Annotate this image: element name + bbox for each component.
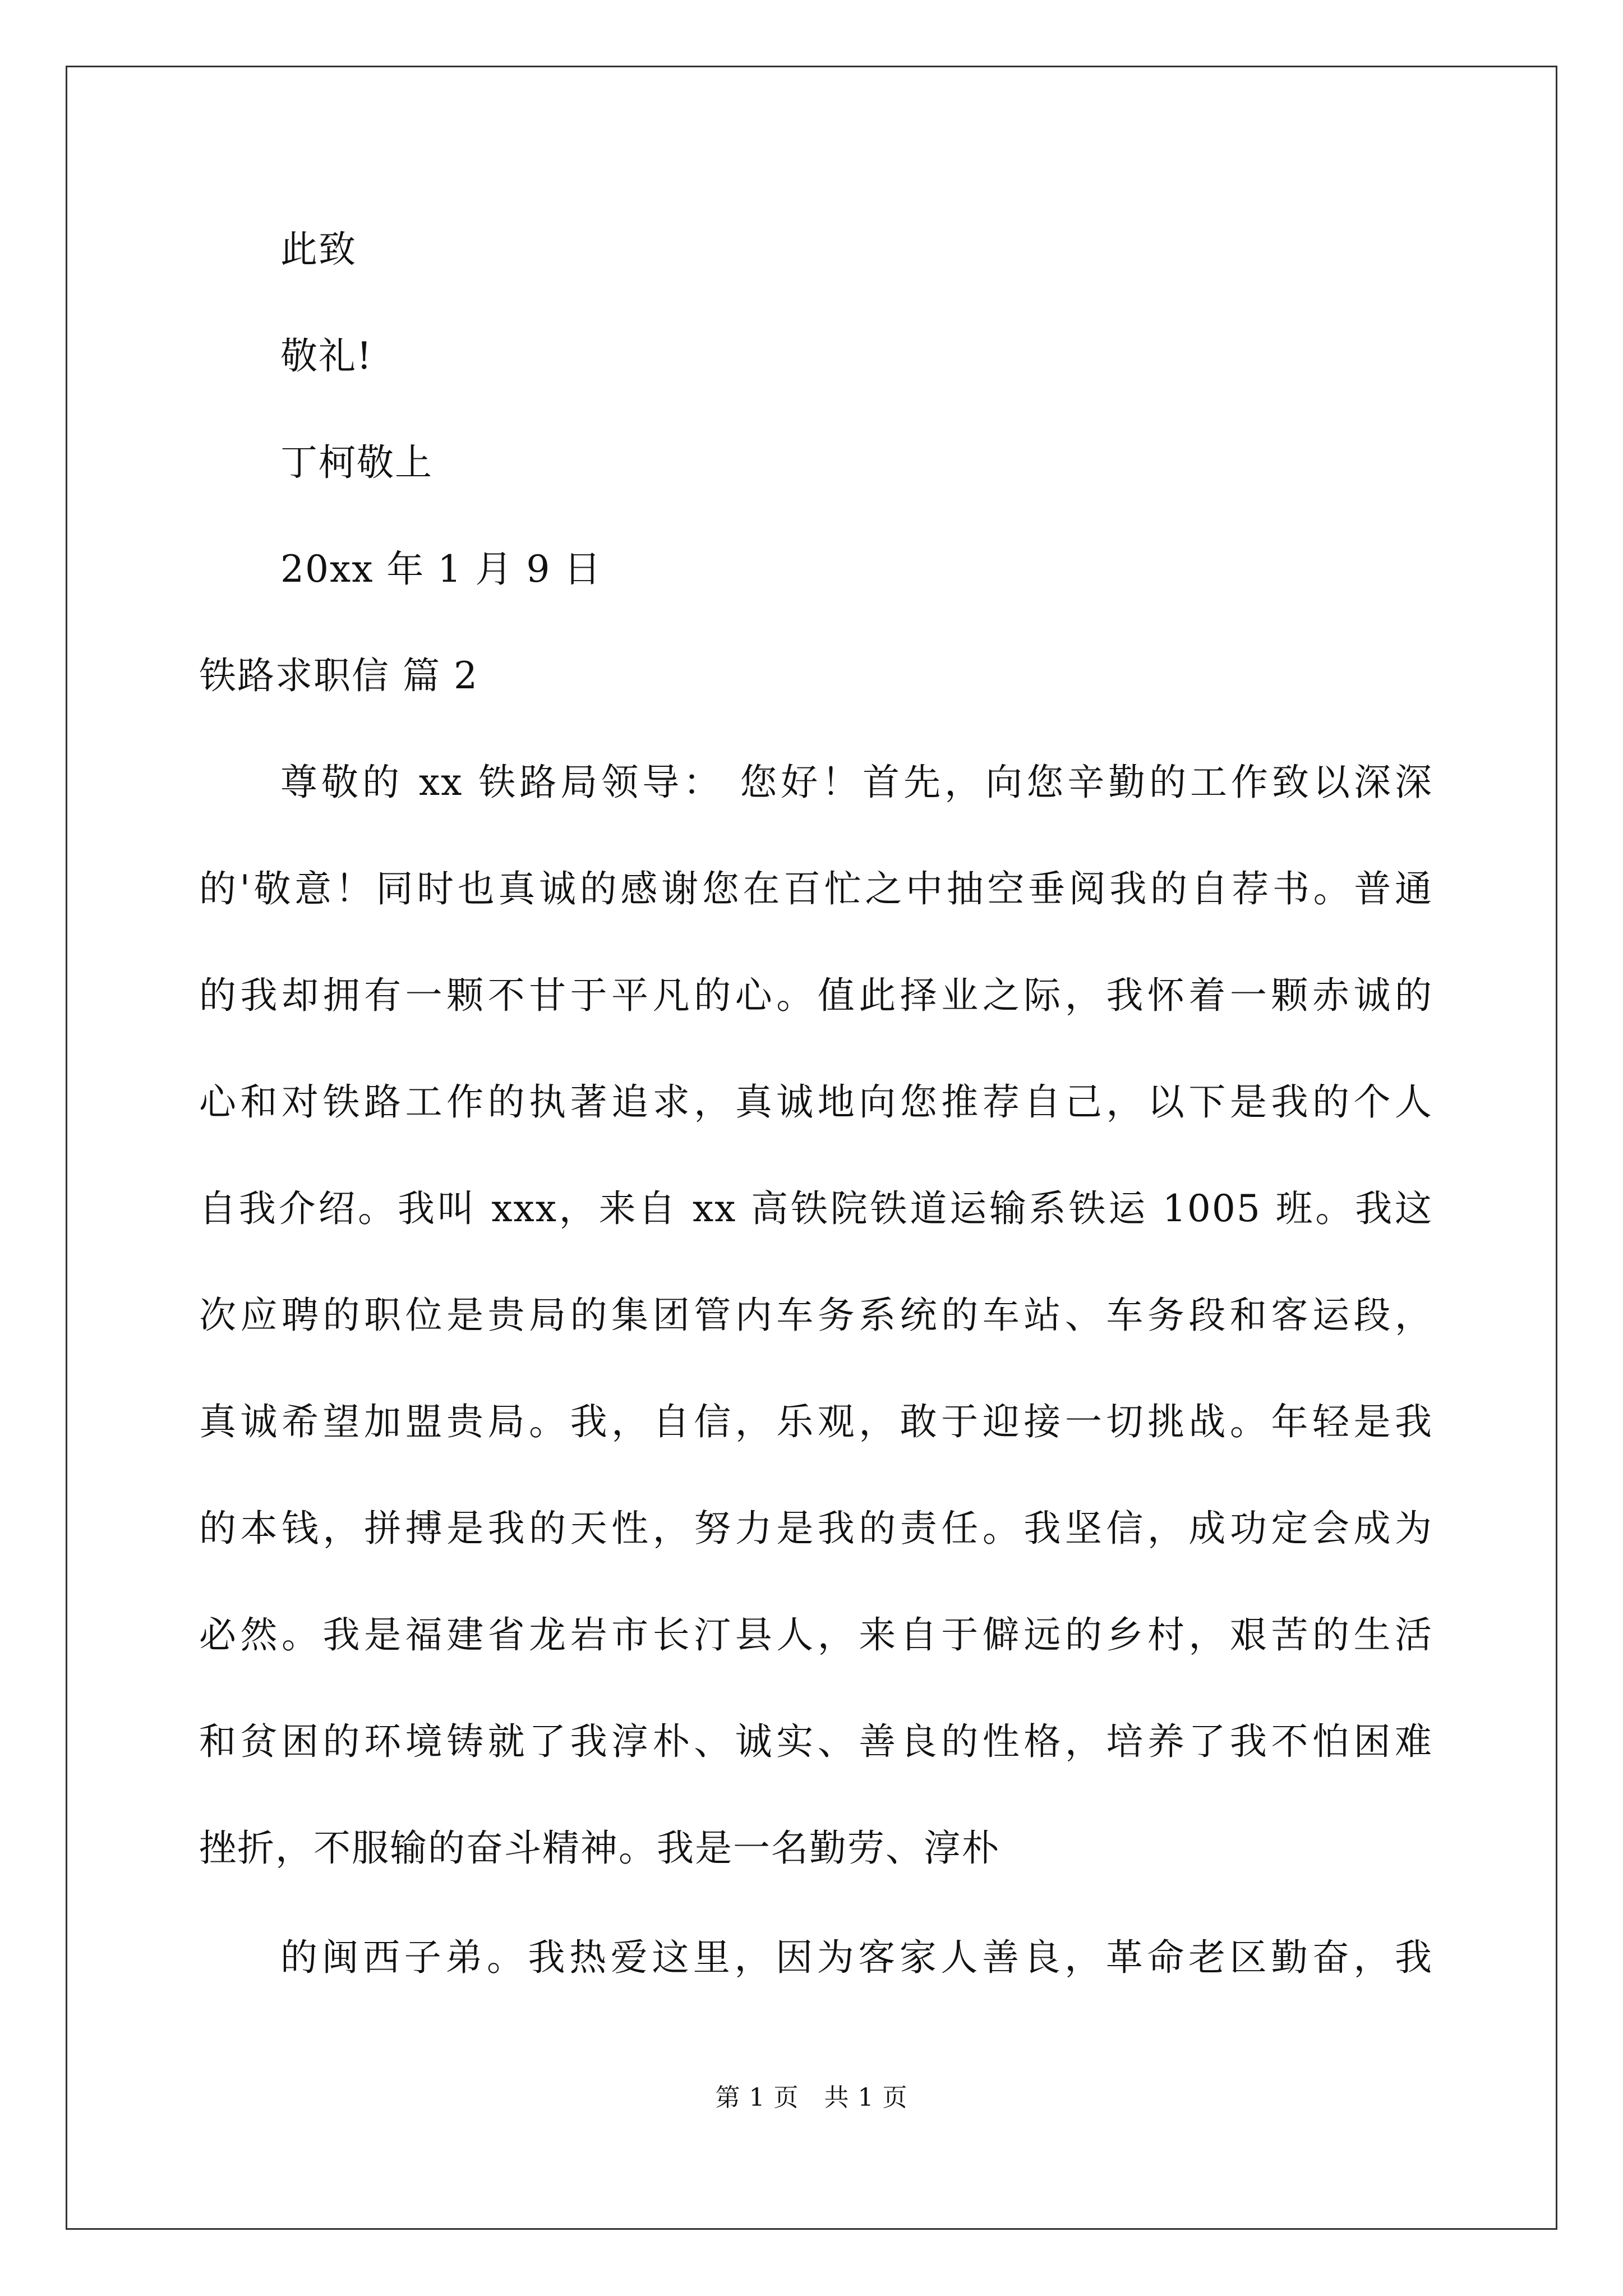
body-line: 的'敬意！同时也真诚的感谢您在百忙之中抽空垂阅我的自荐书。普通 (199, 867, 1433, 910)
body-line: 必然。我是福建省龙岩市长汀县人，来自于僻远的乡村，艰苦的生活 (199, 1613, 1433, 1657)
body-line: 和贫困的环境铸就了我淳朴、诚实、善良的性格，培养了我不怕困难 (199, 1720, 1433, 1763)
letter-date: 20xx 年 1 月 9 日 (280, 547, 602, 591)
body-line: 自我介绍。我叫 xxx，来自 xx 高铁院铁道运输系铁运 1005 班。我这 (199, 1187, 1433, 1230)
body-line: 心和对铁路工作的执著追求，真诚地向您推荐自己，以下是我的个人 (199, 1080, 1433, 1124)
continued-paragraph: 的闽西子弟。我热爱这里，因为客家人善良，革命老区勤奋，我 (280, 1936, 1433, 1979)
page-footer: 第 1 页 共 1 页 (715, 2083, 908, 2112)
body-line: 真诚希望加盟贵局。我，自信，乐观，敢于迎接一切挑战。年轻是我 (199, 1400, 1433, 1443)
closing-regards: 敬礼! (280, 334, 373, 378)
signature: 丁柯敬上 (280, 441, 433, 484)
closing-salutation: 此致 (280, 228, 357, 271)
page-border (66, 66, 1557, 2230)
section-title: 铁路求职信 篇 2 (199, 654, 478, 697)
body-line: 次应聘的职位是贵局的集团管内车务系统的车站、车务段和客运段， (199, 1294, 1433, 1337)
body-line: 尊敬的 xx 铁路局领导： 您好！首先，向您辛勤的工作致以深深 (280, 761, 1433, 804)
body-line: 的本钱，拼搏是我的天性，努力是我的责任。我坚信，成功定会成为 (199, 1507, 1433, 1550)
body-line: 的我却拥有一颗不甘于平凡的心。值此择业之际，我怀着一颗赤诚的 (199, 974, 1433, 1017)
body-line: 挫折，不服输的奋斗精神。我是一名勤劳、淳朴 (199, 1826, 1000, 1870)
